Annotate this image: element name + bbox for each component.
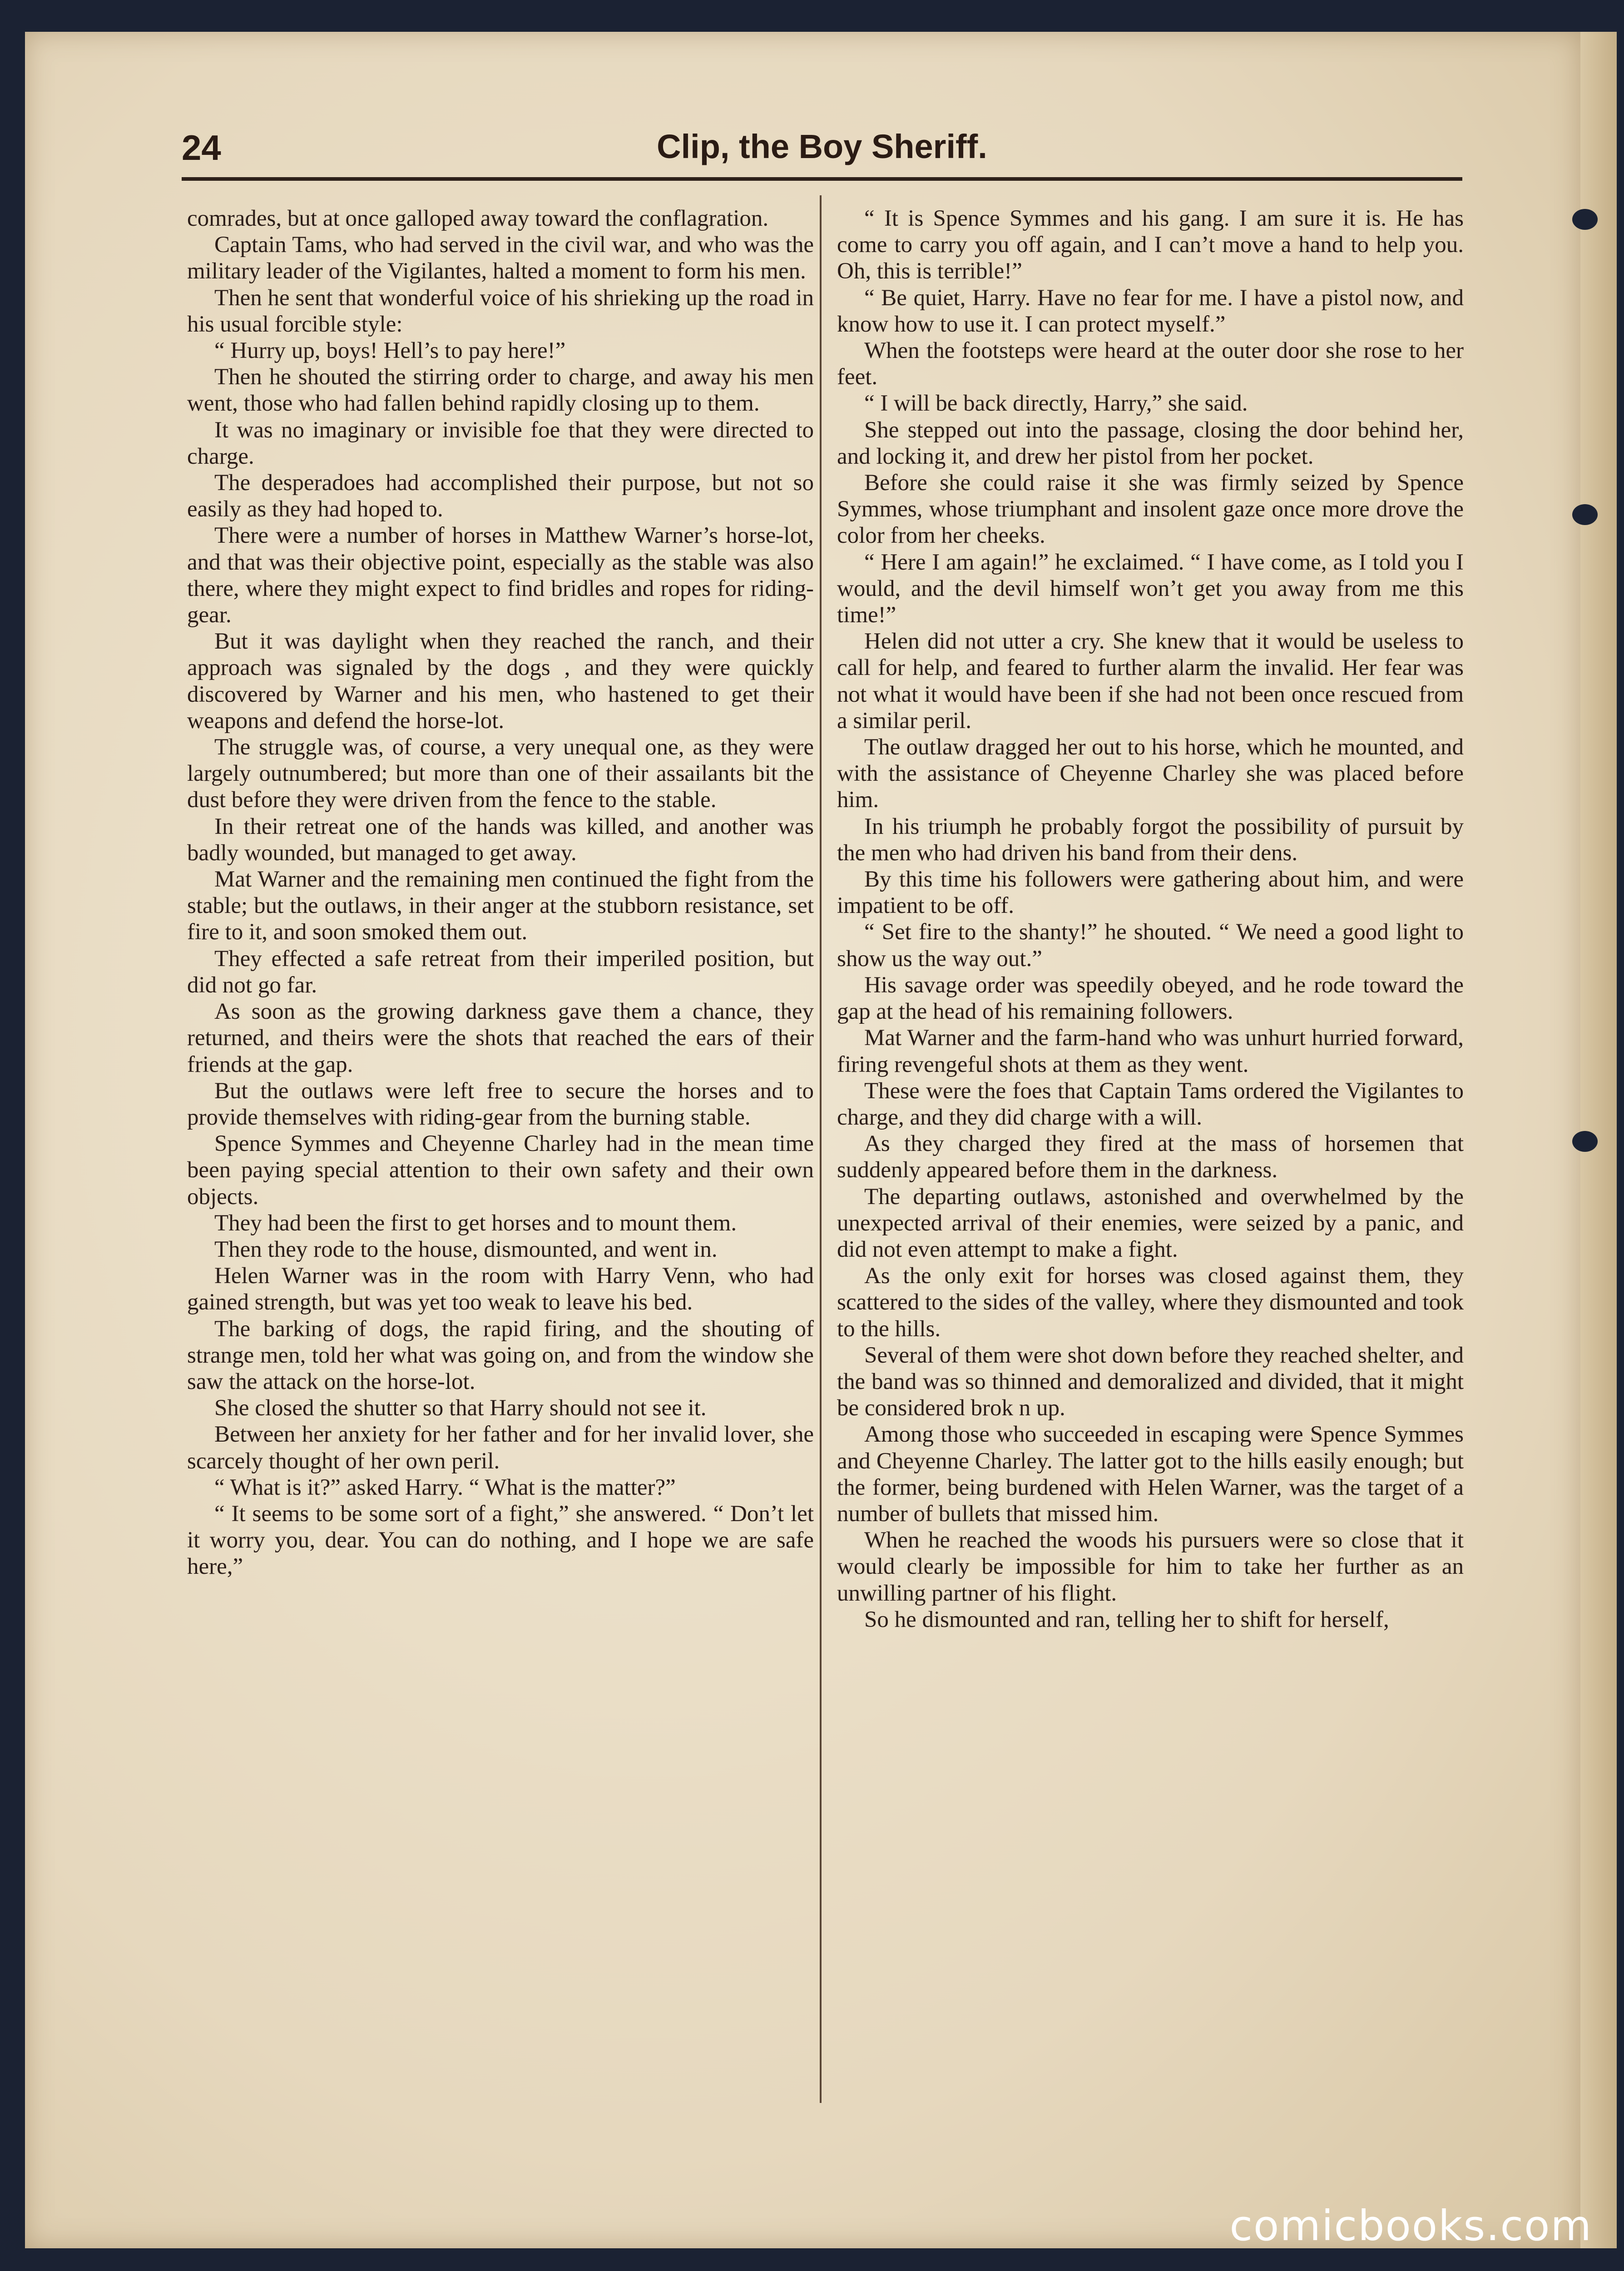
paragraph: Mat Warner and the remaining men continued the fight from the stable; but the outlaws, in their anger at the stubborn resistance, set fire to it, and soon smoked them out.	[187, 867, 814, 945]
paragraph: “ Hurry up, boys! Hell’s to pay here!”	[214, 338, 566, 364]
right-column	[837, 205, 1464, 1633]
paragraph: Before she could raise it she was firmly seized by Spence Symmes, whose triumphant and insolent gaze once more drove the color from her cheeks.	[837, 470, 1464, 549]
paragraph: “ It is Spence Symmes and his gang. I am sure it is. He has come to carry you off again, and I can’t move a hand to help you. Oh, this is terrible!”	[837, 206, 1464, 284]
paragraph: She stepped out into the passage, closing the door behind her, and locking it, and drew her pistol from her pocket.	[837, 417, 1464, 469]
paragraph: “ What is it?” asked Harry. “ What is the matter?”	[214, 1474, 676, 1500]
binding-hole	[1572, 1131, 1598, 1152]
paragraph: In their retreat one of the hands was killed, and another was badly wounded, but managed to get away.	[187, 813, 814, 866]
paragraph: “ Set fire to the shanty!” he shouted. “ We need a good light to show us the way out.”	[837, 919, 1464, 972]
paragraph: The desperadoes had accomplished their purpose, but not so easily as they had hoped to.	[187, 470, 814, 522]
paragraph: But it was daylight when they reached the ranch, and their approach was signaled by the dogs , and they were quickly discovered by Warner and his men, who hastened to get their weapons and defend the horse-lot.	[187, 629, 814, 734]
paragraph: The struggle was, of course, a very unequal one, as they were largely outnumbered; but more than one of their assailants bit the dust before they were driven from the fence to the stable.	[187, 734, 814, 813]
paragraph: Helen Warner was in the room with Harry Venn, who had gained strength, but was yet too weak to leave his bed.	[187, 1263, 814, 1315]
paragraph: Then they rode to the house, dismounted, and went in.	[214, 1236, 718, 1262]
binding-edge	[1580, 32, 1617, 2248]
paragraph: In his triumph he probably forgot the possibility of pursuit by the men who had driven his band from their dens.	[837, 813, 1464, 866]
paragraph: She closed the shutter so that Harry should not see it.	[214, 1395, 707, 1421]
paragraph: Between her anxiety for her father and for her invalid lover, she scarcely thought of her own peril.	[187, 1422, 814, 1474]
column-divider	[820, 195, 822, 2103]
paragraph: By this time his followers were gathering about him, and were impatient to be off.	[837, 867, 1464, 919]
paragraph: The barking of dogs, the rapid firing, and the shouting of strange men, told her what was going on, and from the window she saw the attack on the horse-lot.	[187, 1316, 814, 1394]
paragraph: Then he shouted the stirring order to charge, and away his men went, those who had fallen behind rapidly closing up to them.	[187, 364, 814, 417]
paragraph: As they charged they fired at the mass of horsemen that suddenly appeared before them in the darkness.	[837, 1131, 1464, 1183]
paragraph: When the footsteps were heard at the outer door she rose to her feet.	[837, 338, 1464, 390]
paragraph: Helen did not utter a cry. She knew that it would be useless to call for help, and feared to further alarm the invalid. Her fear was not what it would have been if she had not been once rescued from a similar peril.	[837, 629, 1464, 734]
paragraph: There were a number of horses in Matthew Warner’s horse-lot, and that was their objective point, especially as the stable was also there, where they might expect to find bridles and ropes for riding-gear.	[187, 523, 814, 628]
paragraph: So he dismounted and ran, telling her to shift for herself,	[864, 1607, 1389, 1632]
paragraph: “ Here I am again!” he exclaimed. “ I have come, as I told you I would, and the devil himself won’t get you away from me this time!”	[837, 549, 1464, 628]
paragraph: But the outlaws were left free to secure the horses and to provide themselves with riding-gear from the burning stable.	[187, 1078, 814, 1130]
paragraph: It was no imaginary or invisible foe that they were directed to charge.	[187, 417, 814, 469]
paragraph: Captain Tams, who had served in the civil war, and who was the military leader of the Vigilantes, halted a moment to form his men.	[187, 232, 814, 284]
paragraph: Spence Symmes and Cheyenne Charley had in the mean time been paying special attention to their own safety and their own objects.	[187, 1131, 814, 1210]
paragraph: comrades, but at once galloped away toward the conflagration.	[187, 206, 769, 231]
watermark: comicbooks.com	[1229, 2202, 1592, 2250]
running-title: Clip, the Boy Sheriff.	[657, 128, 987, 165]
paragraph: The outlaw dragged her out to his horse, which he mounted, and with the assistance of Cheyenne Charley she was placed before him.	[837, 734, 1464, 813]
paragraph: These were the foes that Captain Tams ordered the Vigilantes to charge, and they did charge with a will.	[837, 1078, 1464, 1130]
paragraph: Then he sent that wonderful voice of his shrieking up the road in his usual forcible style:	[187, 285, 814, 337]
paragraph: The departing outlaws, astonished and overwhelmed by the unexpected arrival of their enemies, were seized by a panic, and did not even attempt to make a fight.	[837, 1184, 1464, 1262]
paragraph: When he reached the woods his pursuers were so close that it would clearly be impossible for him to take her further as an unwilling partner of his flight.	[837, 1527, 1464, 1606]
binding-hole	[1572, 209, 1598, 230]
paragraph: They had been the first to get horses and to mount them.	[214, 1210, 737, 1236]
paragraph: “ I will be back directly, Harry,” she said.	[864, 391, 1248, 417]
paragraph: “ Be quiet, Harry. Have no fear for me. I have a pistol now, and know how to use it. I can protect myself.”	[837, 285, 1464, 337]
paragraph: Mat Warner and the farm-hand who was unhurt hurried forward, firing revengeful shots at them as they went.	[837, 1025, 1464, 1077]
binding-hole	[1572, 504, 1598, 525]
header-rule	[182, 177, 1462, 181]
paragraph: They effected a safe retreat from their imperiled position, but did not go far.	[187, 946, 814, 998]
paragraph: “ It seems to be some sort of a fight,” she answered. “ Don’t let it worry you, dear. You can do nothing, and I hope we are safe here,”	[187, 1501, 814, 1580]
paragraph: His savage order was speedily obeyed, and he rode toward the gap at the head of his remaining followers.	[837, 972, 1464, 1025]
paragraph: Several of them were shot down before they reached shelter, and the band was so thinned and demoralized and divided, that it might be considered brok n up.	[837, 1342, 1464, 1421]
page-header	[182, 127, 1462, 170]
paragraph: Among those who succeeded in escaping were Spence Symmes and Cheyenne Charley. The latter got to the hills easily enough; but the former, being burdened with Helen Warner, was the target of a number of bullets that missed him.	[837, 1422, 1464, 1527]
paragraph: As soon as the growing darkness gave them a chance, they returned, and theirs were the shots that reached the ears of their friends at the gap.	[187, 999, 814, 1077]
left-column	[187, 205, 814, 1580]
paragraph: As the only exit for horses was closed against them, they scattered to the sides of the valley, where they dismounted and took to the hills.	[837, 1263, 1464, 1342]
page-number: 24	[182, 128, 221, 168]
